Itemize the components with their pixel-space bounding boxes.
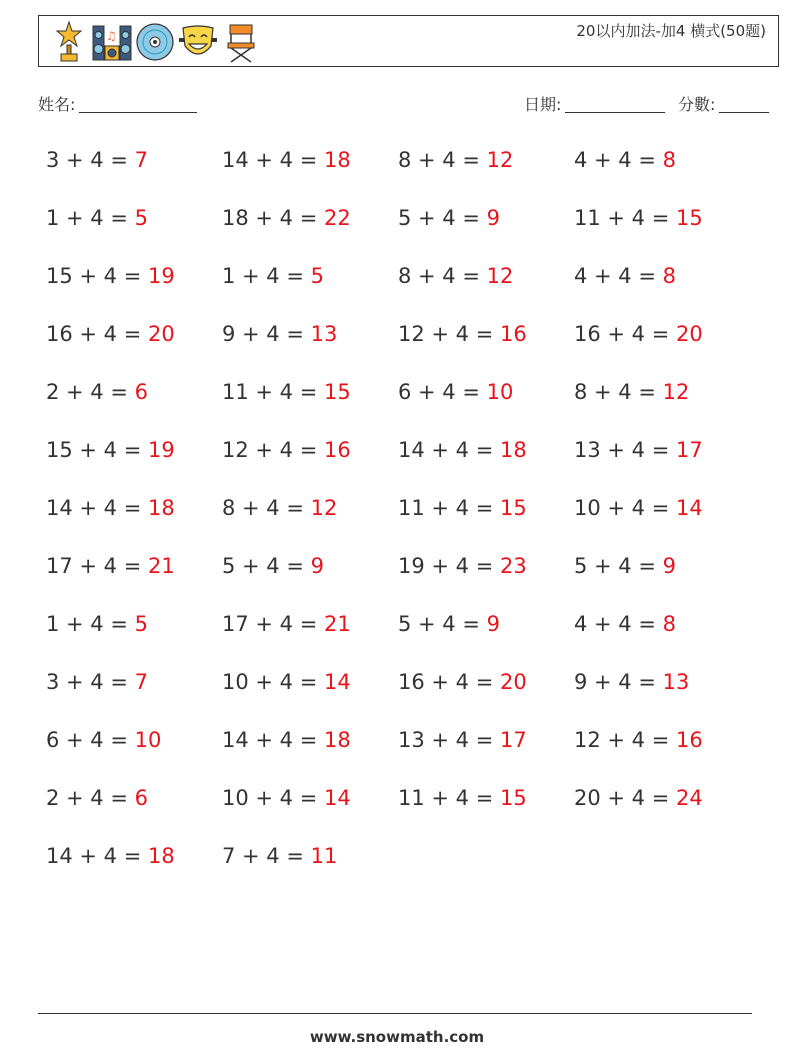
problem-question: 8 + 4 = [222, 496, 304, 520]
problem-question: 6 + 4 = [398, 380, 480, 404]
problem-question: 15 + 4 = [46, 264, 142, 288]
problem-item [398, 769, 574, 827]
problem-question: 5 + 4 = [398, 206, 480, 230]
problem-answer: 14 [324, 670, 351, 694]
problem-answer: 21 [324, 612, 351, 636]
problem-answer: 12 [310, 496, 338, 520]
problem-question: 14 + 4 = [398, 438, 494, 462]
problem-answer: 7 [134, 148, 149, 172]
problem-question: 8 + 4 = [398, 148, 480, 172]
problem-item [398, 363, 574, 421]
problem-answer: 10 [486, 380, 514, 404]
problem-answer: 19 [148, 264, 175, 288]
footer-divider [38, 1013, 752, 1014]
problem-question: 18 + 4 = [222, 206, 318, 230]
problem-question: 12 + 4 = [398, 322, 494, 346]
problem-answer: 11 [310, 844, 338, 868]
problem-question: 5 + 4 = [574, 554, 656, 578]
problem-item [46, 711, 222, 769]
problem-question: 9 + 4 = [222, 322, 304, 346]
problem-item [222, 421, 398, 479]
problem-question: 15 + 4 = [46, 438, 142, 462]
problem-item [222, 189, 398, 247]
score-label: 分數: [678, 95, 716, 114]
problem-item [398, 247, 574, 305]
problem-answer: 20 [676, 322, 703, 346]
problem-item [574, 537, 750, 595]
problem-answer: 9 [662, 554, 677, 578]
problem-answer: 18 [148, 496, 175, 520]
problem-answer: 13 [662, 670, 690, 694]
problem-answer: 12 [662, 380, 690, 404]
problem-question: 10 + 4 = [222, 786, 318, 810]
problem-answer: 22 [324, 206, 351, 230]
problem-item [574, 247, 750, 305]
problem-question: 12 + 4 = [574, 728, 670, 752]
problem-item [398, 711, 574, 769]
problem-answer: 18 [324, 728, 351, 752]
problem-answer: 5 [310, 264, 325, 288]
problem-question: 17 + 4 = [46, 554, 142, 578]
problem-question: 2 + 4 = [46, 786, 128, 810]
cd-icon [135, 20, 175, 64]
problem-item [222, 305, 398, 363]
problem-item [574, 421, 750, 479]
svg-text:♫: ♫ [106, 29, 117, 43]
problem-question: 14 + 4 = [222, 148, 318, 172]
problem-answer: 18 [148, 844, 175, 868]
footer-site: www.snowmath.com [309, 1028, 485, 1046]
problem-answer: 20 [148, 322, 175, 346]
problem-item [46, 595, 222, 653]
problem-question: 16 + 4 = [46, 322, 142, 346]
problem-answer: 16 [324, 438, 351, 462]
problem-question: 8 + 4 = [398, 264, 480, 288]
problem-item [574, 595, 750, 653]
problem-item [222, 769, 398, 827]
problem-item [46, 189, 222, 247]
problem-item [222, 247, 398, 305]
date-label: 日期: [524, 95, 562, 114]
worksheet-title: 20以内加法-加4 横式(50题) [576, 22, 766, 40]
problem-question: 5 + 4 = [398, 612, 480, 636]
problem-question: 16 + 4 = [574, 322, 670, 346]
problem-answer: 18 [500, 438, 527, 462]
problem-item [222, 827, 398, 885]
problem-answer: 9 [310, 554, 325, 578]
problem-answer: 9 [486, 612, 501, 636]
problem-question: 12 + 4 = [222, 438, 318, 462]
problem-question: 10 + 4 = [222, 670, 318, 694]
problem-item [398, 421, 574, 479]
problem-answer: 15 [500, 786, 527, 810]
problem-answer: 10 [134, 728, 162, 752]
problem-answer: 19 [148, 438, 175, 462]
problem-question: 17 + 4 = [222, 612, 318, 636]
score-blank-line[interactable] [719, 96, 769, 113]
problem-answer: 5 [134, 206, 149, 230]
problem-item [46, 769, 222, 827]
name-field [38, 92, 197, 115]
header-box [38, 15, 779, 67]
theater-mask-icon [178, 20, 218, 64]
problem-item [222, 479, 398, 537]
problem-question: 14 + 4 = [222, 728, 318, 752]
name-label: 姓名: [38, 95, 76, 114]
problem-answer: 8 [662, 148, 677, 172]
speakers-icon [92, 20, 132, 64]
problem-question: 11 + 4 = [398, 496, 494, 520]
problem-answer: 6 [134, 786, 149, 810]
problem-answer: 21 [148, 554, 175, 578]
problem-answer: 8 [662, 264, 677, 288]
problem-item [398, 131, 574, 189]
problem-question: 9 + 4 = [574, 670, 656, 694]
problem-question: 11 + 4 = [574, 206, 670, 230]
problem-answer: 23 [500, 554, 527, 578]
problem-item [398, 653, 574, 711]
problem-answer: 6 [134, 380, 149, 404]
problem-answer: 16 [500, 322, 527, 346]
problem-item [574, 363, 750, 421]
trophy-icon [49, 20, 89, 64]
problem-item [574, 479, 750, 537]
problem-question: 4 + 4 = [574, 612, 656, 636]
problem-item [46, 537, 222, 595]
problem-question: 5 + 4 = [222, 554, 304, 578]
problem-item [46, 131, 222, 189]
problem-answer: 13 [310, 322, 338, 346]
problem-question: 14 + 4 = [46, 496, 142, 520]
problem-item [222, 131, 398, 189]
problem-question: 1 + 4 = [222, 264, 304, 288]
problem-item [574, 769, 750, 827]
problem-question: 7 + 4 = [222, 844, 304, 868]
problem-answer: 18 [324, 148, 351, 172]
problem-answer: 7 [134, 670, 149, 694]
score-field [678, 92, 769, 115]
problem-answer: 17 [500, 728, 527, 752]
problem-answer: 16 [676, 728, 703, 752]
problem-question: 14 + 4 = [46, 844, 142, 868]
problem-item [398, 595, 574, 653]
problem-question: 13 + 4 = [398, 728, 494, 752]
problem-item [222, 537, 398, 595]
problem-answer: 15 [500, 496, 527, 520]
problem-item [398, 189, 574, 247]
problem-question: 20 + 4 = [574, 786, 670, 810]
problem-answer: 8 [662, 612, 677, 636]
problem-question: 11 + 4 = [398, 786, 494, 810]
problem-item [574, 711, 750, 769]
icon-strip [49, 20, 261, 64]
problem-question: 3 + 4 = [46, 670, 128, 694]
problem-answer: 12 [486, 148, 514, 172]
problem-question: 1 + 4 = [46, 206, 128, 230]
problem-item [46, 479, 222, 537]
problem-item [574, 189, 750, 247]
problem-answer: 15 [324, 380, 351, 404]
problem-answer: 14 [324, 786, 351, 810]
problem-question: 6 + 4 = [46, 728, 128, 752]
problem-item [46, 421, 222, 479]
problem-answer: 15 [676, 206, 703, 230]
problem-answer: 12 [486, 264, 514, 288]
problem-answer: 20 [500, 670, 527, 694]
date-blank-line[interactable] [565, 96, 665, 113]
problem-question: 16 + 4 = [398, 670, 494, 694]
problem-item [222, 363, 398, 421]
problem-grid [46, 131, 750, 885]
problem-item [398, 305, 574, 363]
problem-item [222, 711, 398, 769]
problem-question: 4 + 4 = [574, 264, 656, 288]
problem-item [46, 827, 222, 885]
date-field [524, 92, 665, 115]
problem-question: 11 + 4 = [222, 380, 318, 404]
problem-answer: 5 [134, 612, 149, 636]
problem-question: 8 + 4 = [574, 380, 656, 404]
director-chair-icon [221, 20, 261, 64]
problem-answer: 24 [676, 786, 703, 810]
problem-item [46, 247, 222, 305]
problem-item [398, 537, 574, 595]
problem-item [222, 653, 398, 711]
problem-question: 1 + 4 = [46, 612, 128, 636]
name-blank-line[interactable] [79, 96, 197, 113]
problem-question: 3 + 4 = [46, 148, 128, 172]
problem-question: 10 + 4 = [574, 496, 670, 520]
problem-answer: 17 [676, 438, 703, 462]
problem-item [574, 305, 750, 363]
problem-item [398, 479, 574, 537]
problem-item [222, 595, 398, 653]
problem-item [46, 653, 222, 711]
problem-answer: 9 [486, 206, 501, 230]
problem-question: 4 + 4 = [574, 148, 656, 172]
problem-question: 19 + 4 = [398, 554, 494, 578]
problem-item [46, 363, 222, 421]
problem-item [46, 305, 222, 363]
problem-answer: 14 [676, 496, 703, 520]
problem-item [574, 131, 750, 189]
problem-question: 2 + 4 = [46, 380, 128, 404]
problem-question: 13 + 4 = [574, 438, 670, 462]
problem-item [574, 653, 750, 711]
